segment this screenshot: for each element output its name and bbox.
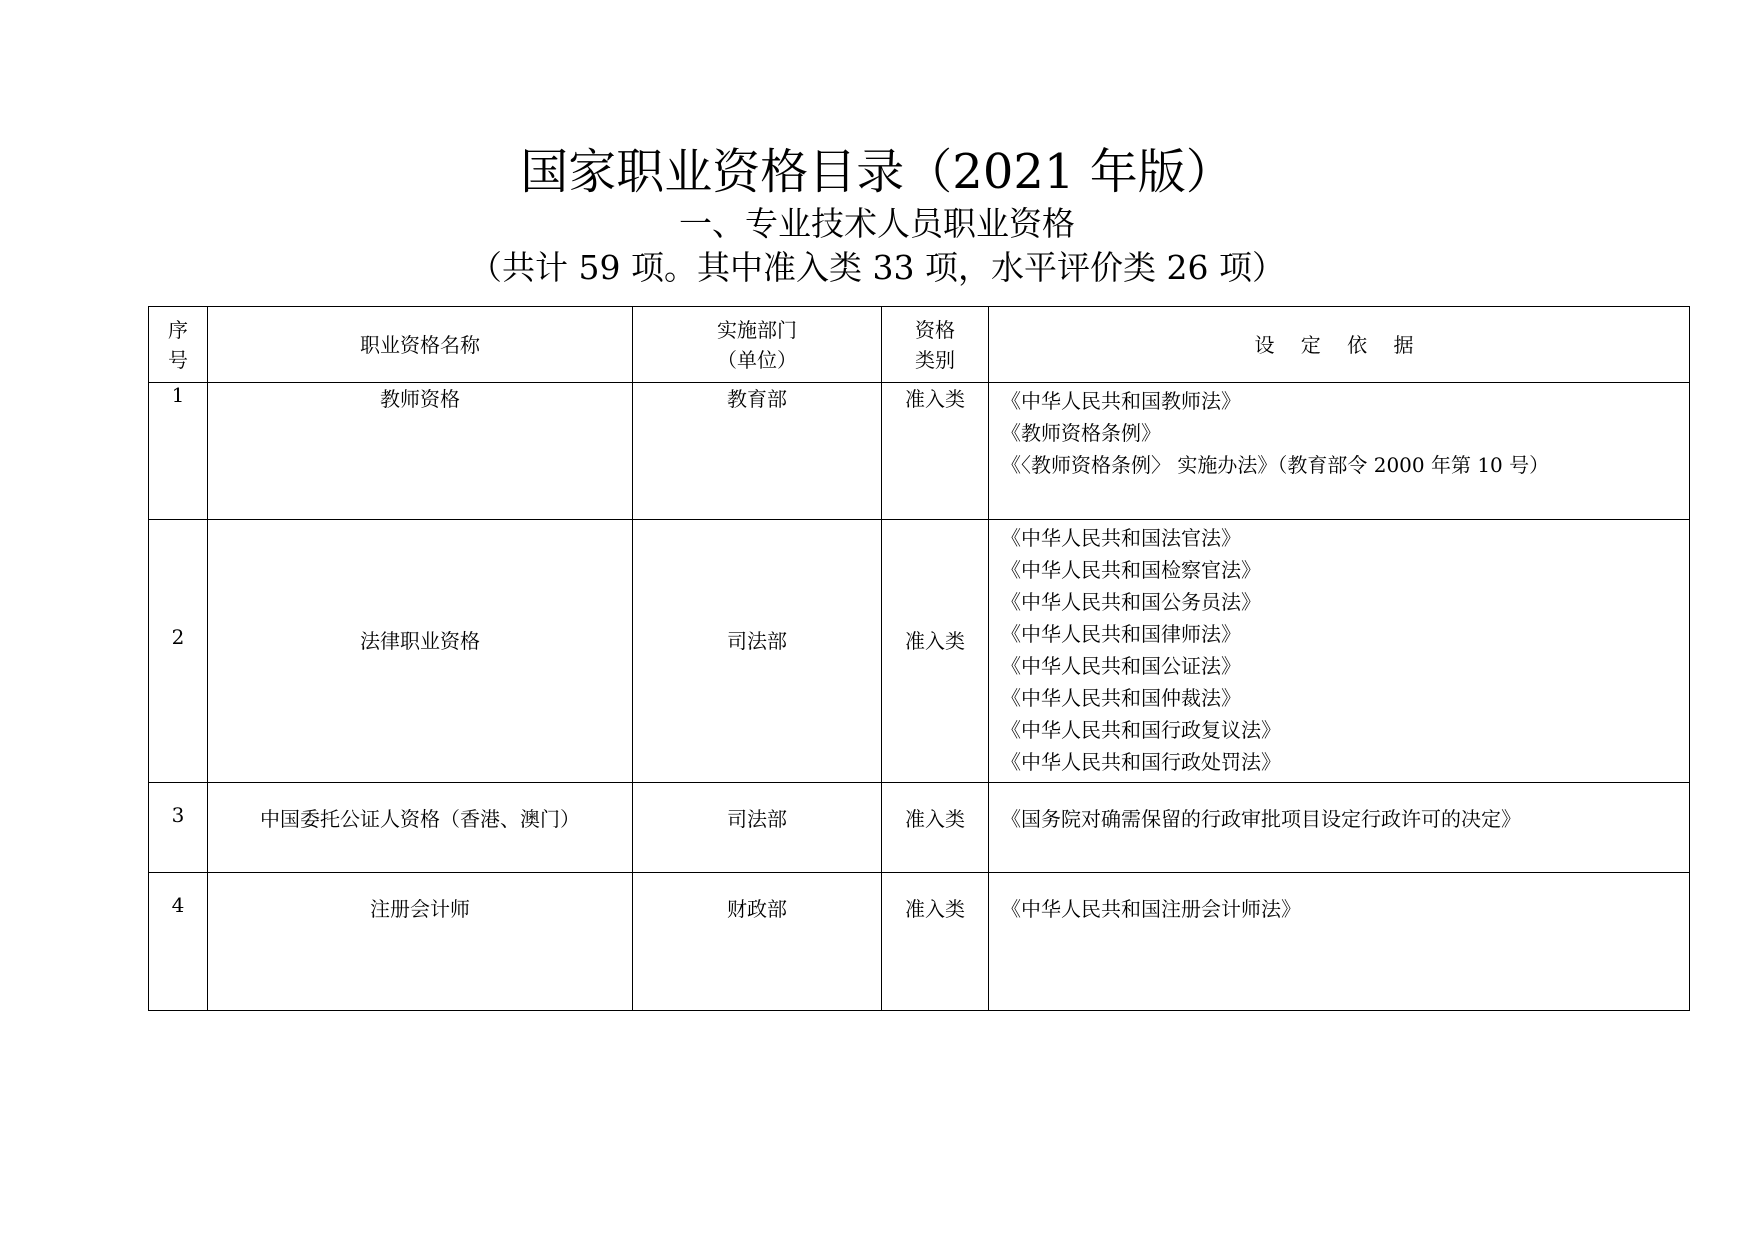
legal-basis-item: 《教师资格条例》 xyxy=(1001,421,1161,445)
header-department xyxy=(633,307,882,383)
header-type-line2: 类别 xyxy=(915,347,955,372)
cell-serial-number: 4 xyxy=(149,873,208,1011)
cell-qualification-name: 注册会计师 xyxy=(208,873,633,1011)
table-body xyxy=(149,383,1690,1011)
header-department-line1: 实施部门 xyxy=(717,317,797,342)
header-type-line1: 资格 xyxy=(915,317,955,342)
cell-qualification-type: 准入类 xyxy=(882,383,989,520)
page-title: 国家职业资格目录（2021 年版） xyxy=(520,144,1234,200)
legal-basis-item: 《〈教师资格条例〉 实施办法》（教育部令 2000 年第 10 号） xyxy=(1001,453,1550,477)
cell-qualification-name: 法律职业资格 xyxy=(208,520,633,783)
section-title: 一、专业技术人员职业资格 xyxy=(679,204,1075,243)
cell-serial-number: 3 xyxy=(149,783,208,873)
cell-department: 司法部 xyxy=(633,520,882,783)
legal-basis-item: 《中华人民共和国法官法》 xyxy=(1001,526,1241,550)
cell-qualification-name: 教师资格 xyxy=(208,383,633,520)
legal-basis-item: 《国务院对确需保留的行政审批项目设定行政许可的决定》 xyxy=(1001,807,1521,831)
cell-serial-number: 1 xyxy=(149,383,208,520)
cell-legal-basis xyxy=(989,783,1690,873)
table-row xyxy=(149,783,1690,873)
header-qualification-type xyxy=(882,307,989,383)
legal-basis-item: 《中华人民共和国教师法》 xyxy=(1001,389,1241,413)
section-summary: （共计 59 项。其中准入类 33 项，水平评价类 26 项） xyxy=(469,248,1285,287)
cell-qualification-type: 准入类 xyxy=(882,520,989,783)
qualification-table xyxy=(148,306,1690,1011)
cell-qualification-type: 准入类 xyxy=(882,873,989,1011)
legal-basis-item: 《中华人民共和国行政复议法》 xyxy=(1001,718,1281,742)
table-row xyxy=(149,873,1690,1011)
cell-department: 司法部 xyxy=(633,783,882,873)
cell-qualification-type: 准入类 xyxy=(882,783,989,873)
header-serial-number xyxy=(149,307,208,383)
cell-qualification-name: 中国委托公证人资格（香港、澳门） xyxy=(208,783,633,873)
legal-basis-item: 《中华人民共和国律师法》 xyxy=(1001,622,1241,646)
cell-department: 财政部 xyxy=(633,873,882,1011)
cell-legal-basis xyxy=(989,383,1690,520)
header-qualification-name: 职业资格名称 xyxy=(208,307,633,383)
table-row xyxy=(149,520,1690,783)
legal-basis-item: 《中华人民共和国检察官法》 xyxy=(1001,558,1261,582)
header-legal-basis: 设 定 依 据 xyxy=(989,307,1690,383)
legal-basis-item: 《中华人民共和国注册会计师法》 xyxy=(1001,897,1301,921)
legal-basis-item: 《中华人民共和国行政处罚法》 xyxy=(1001,750,1281,774)
table-row xyxy=(149,383,1690,520)
cell-legal-basis xyxy=(989,873,1690,1011)
legal-basis-item: 《中华人民共和国仲裁法》 xyxy=(1001,686,1241,710)
legal-basis-item: 《中华人民共和国公务员法》 xyxy=(1001,590,1261,614)
cell-serial-number: 2 xyxy=(149,520,208,783)
cell-department: 教育部 xyxy=(633,383,882,520)
table-header xyxy=(149,307,1690,383)
header-serial-line2: 号 xyxy=(168,347,188,372)
header-serial-line1: 序 xyxy=(168,317,188,342)
cell-legal-basis xyxy=(989,520,1690,783)
header-department-line2: （单位） xyxy=(717,347,797,372)
legal-basis-item: 《中华人民共和国公证法》 xyxy=(1001,654,1241,678)
